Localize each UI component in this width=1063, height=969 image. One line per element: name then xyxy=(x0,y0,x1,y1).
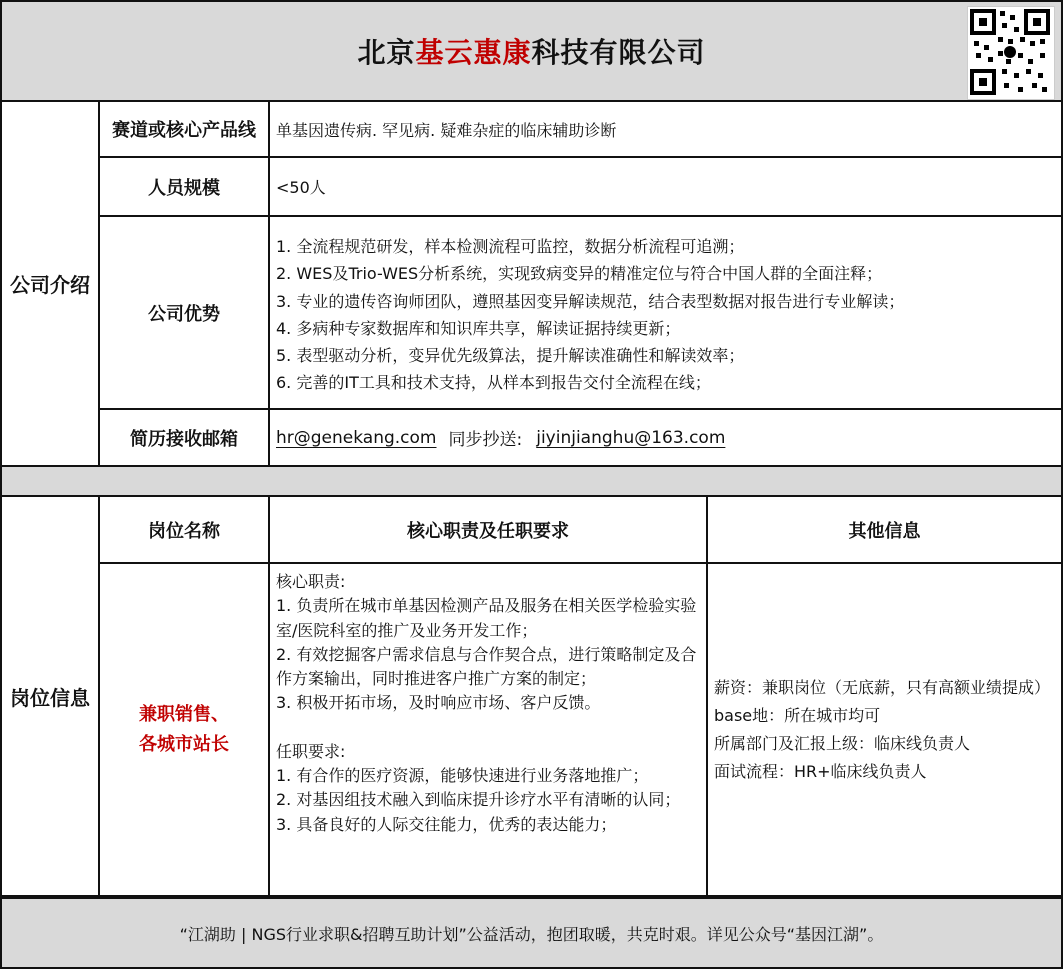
spacer xyxy=(276,716,700,740)
header-duties: 核心职责及任职要求 xyxy=(270,497,708,564)
label-size: 人员规模 xyxy=(100,158,270,217)
header-band xyxy=(0,0,1063,102)
email-cc-label: 同步抄送: xyxy=(448,430,523,450)
value-email xyxy=(270,410,1063,467)
list-item: 3. 具备良好的人际交往能力，优秀的表达能力； xyxy=(276,814,617,834)
duties-title: 核心职责: xyxy=(276,572,346,591)
advantages-list xyxy=(270,217,1063,410)
list-item: 3. 专业的遗传咨询师团队，遵照基因变异解读规范，结合表型数据对报告进行专业解读； xyxy=(276,291,905,311)
header-other: 其他信息 xyxy=(708,497,1063,564)
list-item: 所属部门及汇报上级：临床线负责人 xyxy=(714,733,971,753)
value-track: 单基因遗传病. 罕见病. 疑难杂症的临床辅助诊断 xyxy=(270,102,1063,158)
label-email: 简历接收邮箱 xyxy=(100,410,270,467)
title-prefix: 北京 xyxy=(357,36,416,69)
list-item: 6. 完善的IT工具和技术支持，从样本到报告交付全流程在线； xyxy=(276,373,711,393)
list-item: 1. 全流程规范研发，样本检测流程可监控，数据分析流程可追溯； xyxy=(276,237,745,256)
email-cc-link[interactable]: jiyinjianghu@163.com xyxy=(536,427,726,448)
position-line: 各城市站长 xyxy=(139,733,229,755)
list-item: 3. 积极开拓市场，及时响应市场、客户反馈。 xyxy=(276,693,601,713)
label-track: 赛道或核心产品线 xyxy=(100,102,270,158)
header-position: 岗位名称 xyxy=(100,497,270,564)
list-item: base地：所在城市均可 xyxy=(714,705,881,725)
title-suffix: 科技有限公司 xyxy=(531,36,706,69)
list-item: 薪资：兼职岗位（无底薪，只有高额业绩提成） xyxy=(714,677,1051,697)
label-advantages: 公司优势 xyxy=(100,217,270,410)
position-line: 兼职销售、 xyxy=(139,703,229,725)
requirements-title: 任职要求: xyxy=(276,741,346,761)
other-info xyxy=(708,564,1063,897)
section-label-job: 岗位信息 xyxy=(0,497,100,897)
list-item: 面试流程：HR+临床线负责人 xyxy=(714,761,927,781)
list-item: 2. 对基因组技术融入到临床提升诊疗水平有清晰的认同； xyxy=(276,790,681,810)
footer-note: “江湖助 | NGS行业求职&招聘互助计划”公益活动，抱团取暖，共克时艰。详见公众号“基因江湖”。 xyxy=(0,897,1063,969)
list-item: 4. 多病种专家数据库和知识库共享，解读证据持续更新； xyxy=(276,318,681,338)
list-item: 2. 有效挖掘客户需求信息与合作契合点，进行策略制定及合作方案输出，同时推进客户推广方案的制定； xyxy=(276,644,697,689)
section-label-company: 公司介绍 xyxy=(0,102,100,467)
list-item: 1. 有合作的医疗资源，能够快速进行业务落地推广； xyxy=(276,766,649,786)
value-size: <50人 xyxy=(270,158,1063,217)
title-highlight: 基云惠康 xyxy=(415,36,532,69)
list-item: 5. 表型驱动分析，变异优先级算法，提升解读准确性和解读效率； xyxy=(276,346,745,366)
list-item: 2. WES及Trio-WES分析系统，实现致病变异的精准定位与符合中国人群的全面注释； xyxy=(276,264,883,284)
position-name xyxy=(100,564,270,897)
separator-band xyxy=(0,467,1063,497)
page-title xyxy=(2,2,1061,100)
duties-content xyxy=(270,564,708,897)
email-primary-link[interactable]: hr@genekang.com xyxy=(276,427,437,448)
list-item: 1. 负责所在城市单基因检测产品及服务在相关医学检验实验室/医院科室的推广及业务开发工作； xyxy=(276,596,697,640)
qr-code-icon xyxy=(967,6,1055,100)
